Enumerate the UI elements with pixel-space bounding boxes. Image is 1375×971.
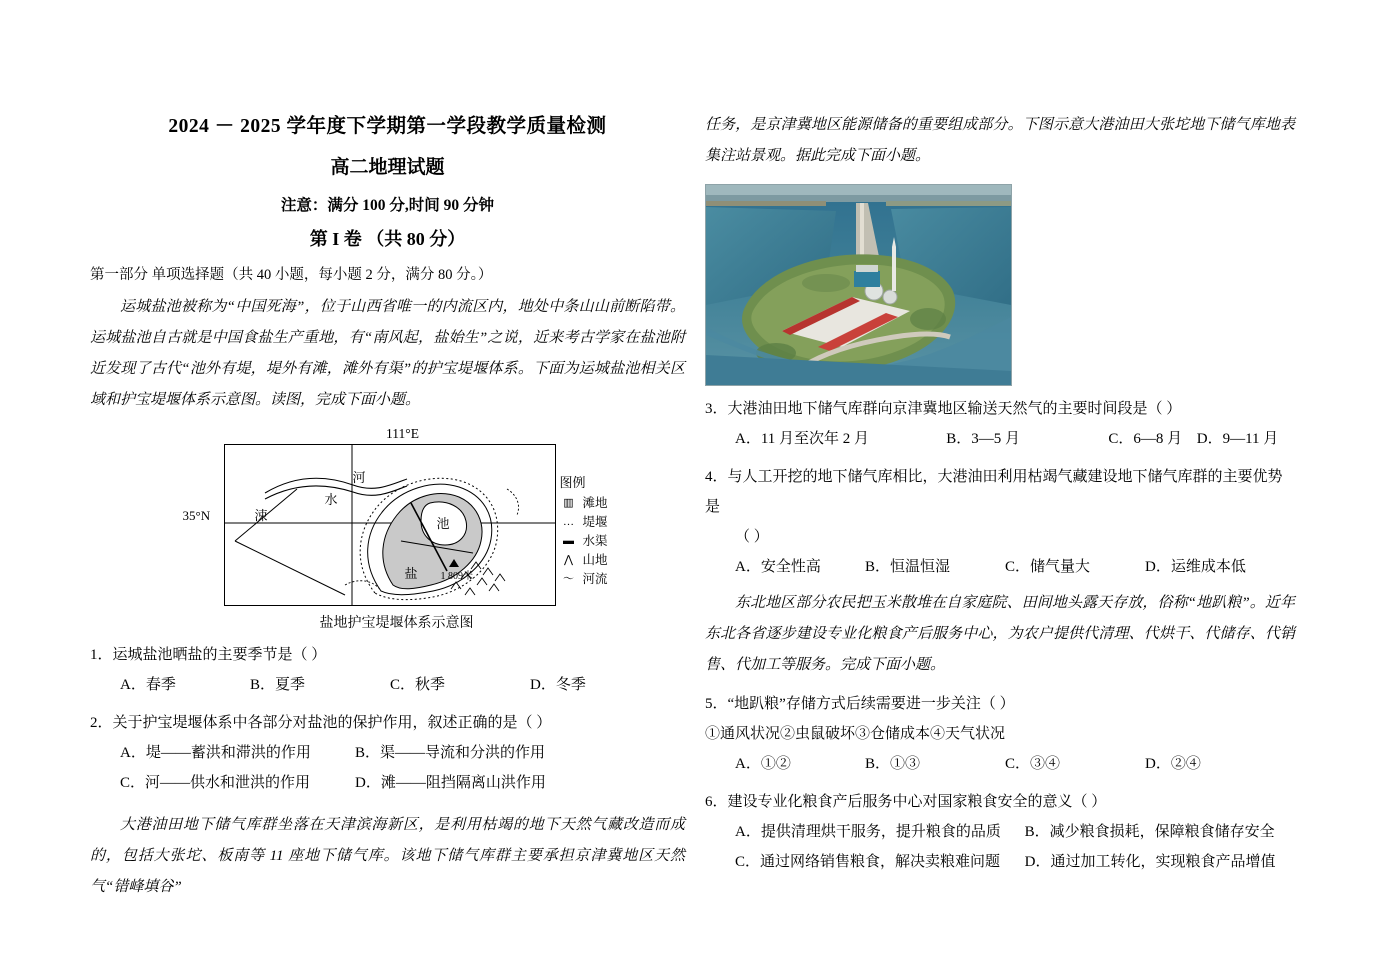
legend-label: 山地: [582, 553, 608, 567]
dike-icon: …: [563, 516, 574, 528]
question-6-text: 6．建设专业化粮食产后服务中心对国家粮食安全的意义（ ）: [705, 794, 1107, 810]
q1-option-d[interactable]: D．冬季: [530, 677, 586, 693]
passage-one: 运城盐池被称为“中国死海”，位于山西省唯一的内流区内，地处中条山山前断陷带。运城盐池自古就是中国食盐生产重地，有“南风起，盐始生”之说，近来考古学家在盐池附近发现了古代“池外有堤，堤外有滩，滩外有渠”的护宝堤堰体系。下面为运城盐池相关区域和护宝堤堰体系示意图。读图，完成下面小题。: [90, 299, 685, 408]
question-5-text: 5．“地趴粮”存储方式后续需要进一步关注（ ）: [705, 696, 1015, 712]
q3-option-c[interactable]: C．6—8 月: [1108, 431, 1183, 447]
figure-caption: 盐地护宝堤堰体系示意图: [319, 616, 474, 631]
q6-option-a[interactable]: A．提供清理烘干服务，提升粮食的品质: [735, 824, 1001, 840]
legend-item: [560, 532, 665, 551]
passage-two-part1: 大港油田地下储气库群坐落在天津滨海新区，是利用枯竭的地下天然气藏改造而成的，包括大张坨、板南等 11 座地下储气库。该地下储气库群主要承担京津冀地区天然气“错峰填谷”: [90, 817, 685, 895]
canal-icon: ▬: [563, 535, 574, 547]
exam-notice: 注意：满分 100 分,时间 90 分钟: [280, 197, 495, 214]
question-2-options-row1: [90, 738, 685, 768]
question-6-options-row2: [705, 847, 1295, 877]
question-2-options-row2: [90, 768, 685, 798]
passage-two-part2: 任务，是京津冀地区能源储备的重要组成部分。下图示意大港油田大张坨地下储气库地表集注站景观。据此完成下面小题。: [705, 117, 1295, 164]
question-4-bracket: （ ）: [735, 529, 769, 545]
page-subtitle: 高二地理试题: [330, 157, 445, 178]
q4-option-c[interactable]: C．储气量大: [1005, 559, 1091, 575]
map-drawing: [225, 445, 555, 605]
q5-option-b[interactable]: B．①③: [865, 756, 921, 772]
q4-option-a[interactable]: A．安全性高: [735, 559, 821, 575]
q5-option-c[interactable]: C．③④: [1005, 756, 1061, 772]
photo-gas-storage-station: [705, 184, 1012, 386]
question-1-options: [90, 670, 685, 700]
q6-option-d[interactable]: D．通过加工转化，实现粮食产品增值: [1024, 854, 1276, 870]
question-5-subitems: ①通风状况②虫鼠破坏③仓储成本④天气状况: [705, 726, 1006, 742]
map-frame: [182, 444, 608, 606]
passage-three: 东北地区部分农民把玉米散堆在自家庭院、田间地头露天存放，俗称“地趴粮”。近年东北各省逐步建设专业化粮食产后服务中心，为农户提供代清理、代烘干、代储存、代销售、代加工等服务。完成下面小题。: [705, 595, 1295, 673]
map-label-yan: 盐: [404, 566, 418, 581]
q2-option-c[interactable]: C．河——供水和泄洪的作用: [120, 775, 311, 791]
legend-item: [560, 551, 665, 570]
question-3-options: [705, 424, 1295, 454]
page-title: 2024 － 2025 学年度下学期第一学段教学质量检测: [168, 116, 607, 137]
q5-option-a[interactable]: A．①②: [735, 756, 791, 772]
map-label-su: 涑: [254, 508, 268, 523]
question-1-text: 1．运城盐池晒盐的主要季节是（ ）: [90, 647, 327, 663]
question-2-text: 2．关于护宝堤堰体系中各部分对盐池的保护作用，叙述正确的是（ ）: [90, 715, 552, 731]
map-label-chi: 池: [436, 516, 450, 531]
legend-label: 水渠: [582, 534, 608, 548]
q4-option-d[interactable]: D．运维成本低: [1145, 559, 1246, 575]
river-icon: 〜: [563, 573, 574, 585]
legend-item: [560, 494, 665, 513]
left-column: [90, 110, 685, 905]
q6-option-b[interactable]: B．减少粮食损耗，保障粮食储存安全: [1024, 824, 1275, 840]
right-column: [705, 110, 1295, 877]
part-one-line: 第一部分 单项选择题（共 40 小题，每小题 2 分，满分 80 分。）: [90, 267, 493, 283]
question-5-options: [705, 749, 1295, 779]
map-label-he: 河: [352, 470, 366, 485]
map-legend: [560, 473, 665, 589]
question-6-options-row1: [705, 817, 1295, 847]
legend-label: 河流: [582, 572, 608, 586]
q3-option-b[interactable]: B．3—5 月: [946, 431, 1020, 447]
q1-option-b[interactable]: B．夏季: [250, 677, 306, 693]
map-label-shui: 水: [324, 492, 338, 507]
aerial-photo-illustration: [706, 185, 1011, 385]
beach-land-icon: ▥: [563, 497, 574, 509]
figure-salt-lake-map: [182, 426, 608, 632]
legend-label: 堤堰: [582, 515, 608, 529]
q1-option-a[interactable]: A．春季: [120, 677, 176, 693]
map-spot-height: 1 809米: [440, 571, 473, 582]
legend-label: 滩地: [582, 496, 608, 510]
legend-title: 图例: [559, 475, 586, 490]
q2-option-a[interactable]: A．堤——蓄洪和滞洪的作用: [120, 745, 311, 761]
q6-option-c[interactable]: C．通过网络销售粮食，解决卖粮难问题: [735, 854, 1001, 870]
section-heading: 第 I 卷 （共 80 分）: [309, 229, 466, 249]
mountain-icon: ⋀: [563, 554, 574, 566]
legend-item: [560, 513, 665, 532]
question-3-text: 3．大港油田地下储气库群向京津冀地区输送天然气的主要时间段是（ ）: [705, 401, 1182, 417]
q2-option-d[interactable]: D．滩——阻挡隔离山洪作用: [355, 775, 546, 791]
q3-option-a[interactable]: A．11 月至次年 2 月: [735, 431, 870, 447]
legend-item: [560, 570, 665, 589]
q4-option-b[interactable]: B．恒温恒湿: [865, 559, 951, 575]
question-4-options: [705, 552, 1295, 582]
map-longitude-label: 111°E: [386, 426, 419, 441]
q3-option-d[interactable]: D．9—11 月: [1196, 431, 1279, 447]
question-4-text: 4．与人工开挖的地下储气库相比，大港油田利用枯竭气藏建设地下储气库群的主要优势是: [705, 469, 1283, 515]
q1-option-c[interactable]: C．秋季: [390, 677, 446, 693]
map-latitude-label: 35°N: [182, 508, 211, 523]
q2-option-b[interactable]: B．渠——导流和分洪的作用: [355, 745, 546, 761]
q5-option-d[interactable]: D．②④: [1145, 756, 1201, 772]
